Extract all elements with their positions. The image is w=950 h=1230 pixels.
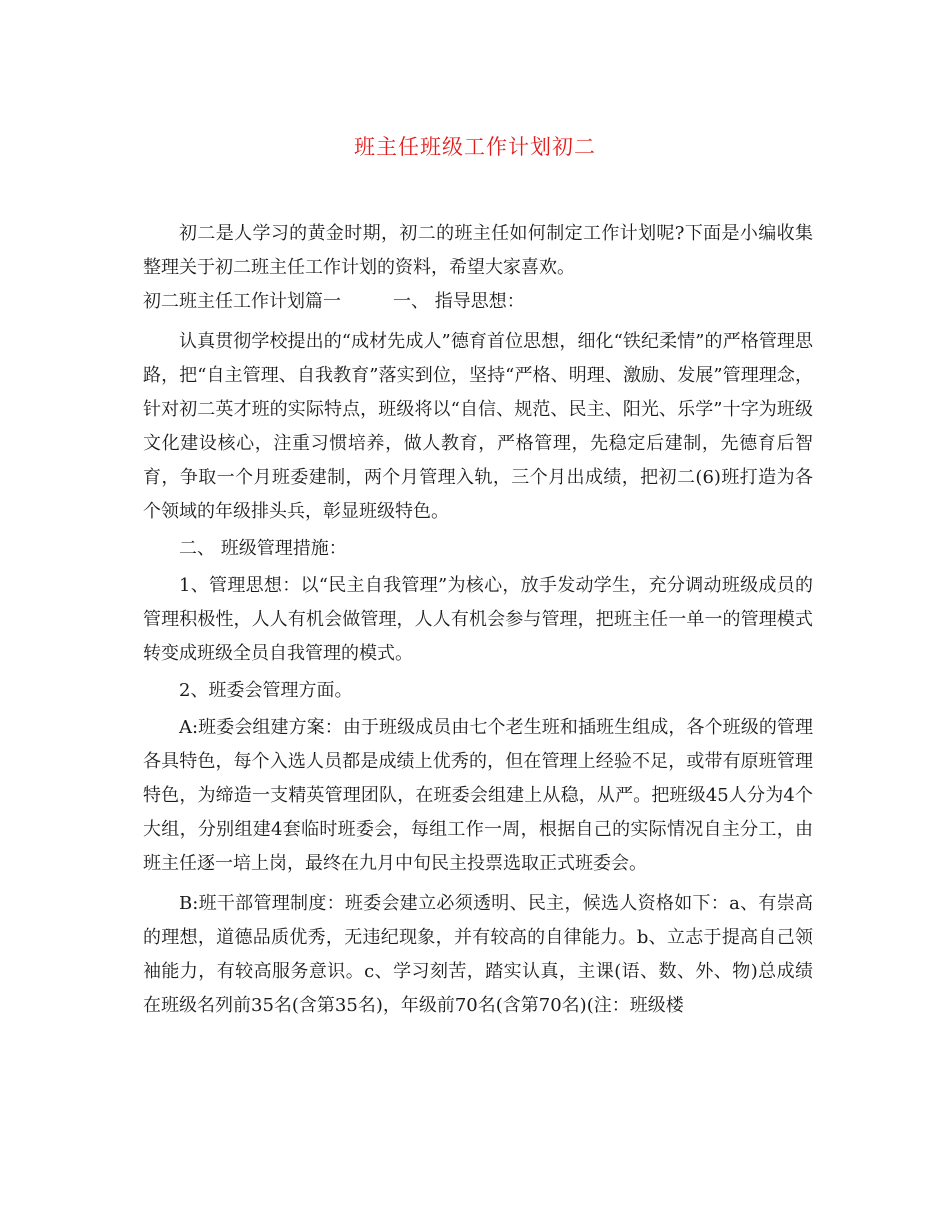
- heading-management-measures: 二、 班级管理措施：: [179, 538, 347, 559]
- section-heading-line: [143, 285, 813, 319]
- paragraph-cadre-rules: B:班干部管理制度：班委会建立必须透明、民主，候选人资格如下：a、有崇高的理想，道德品质优秀，无违纪现象，并有较高的自律能力。b、立志于提高自己领袖能力，有较高服务意识。c、学习刻苦，踏实认真，主课(语、数、外、物)总成绩在班级名列前35名(含第35名)，年级前70名(含第70名)(注：班级楼: [143, 893, 813, 1016]
- section-title: 初二班主任工作计划篇一: [143, 291, 341, 312]
- intro-paragraph: 初二是人学习的黄金时期，初二的班主任如何制定工作计划呢?下面是小编收集整理关于初二班主任工作计划的资料，希望大家喜欢。: [143, 223, 813, 278]
- document-title: 班主任班级工作计划初二: [354, 135, 596, 159]
- heading-guiding-thought: 一、 指导思想：: [393, 291, 525, 312]
- paragraph-committee-formation: A:班委会组建方案：由于班级成员由七个老生班和插班生组成，各个班级的管理各具特色，每个入选人员都是成绩上优秀的，但在管理上经验不足，或带有原班管理特色，为缔造一支精英管理团队，在班委会组建上从稳，从严。把班级45人分为4个大组，分别组建4套临时班委会，每组工作一周，根据自己的实际情况自主分工，由班主任逐一培上岗，最终在九月中旬民主投票选取正式班委会。: [143, 717, 813, 874]
- paragraph-guiding-thought: 认真贯彻学校提出的“成材先成人”德育首位思想，细化“铁纪柔情”的严格管理思路，把“自主管理、自我教育”落实到位，坚持“严格、明理、激励、发展”管理理念，针对初二英才班的实际特点，班级将以“自信、规范、民主、阳光、乐学”十字为班级文化建设核心，注重习惯培养，做人教育，严格管理，先稳定后建制，先德育后智育，争取一个月班委建制，两个月管理入轨，三个月出成绩，把初二(6)班打造为各个领域的年级排头兵，彰显班级特色。: [143, 331, 813, 522]
- paragraph-management-philosophy: 1、管理思想：以“民主自我管理”为核心，放手发动学生，充分调动班级成员的管理积极性，人人有机会做管理，人人有机会参与管理，把班主任一单一的管理模式转变成班级全员自我管理的模式。: [143, 575, 813, 664]
- document-body: [143, 217, 813, 1023]
- paragraph-class-committee: 2、班委会管理方面。: [179, 680, 353, 701]
